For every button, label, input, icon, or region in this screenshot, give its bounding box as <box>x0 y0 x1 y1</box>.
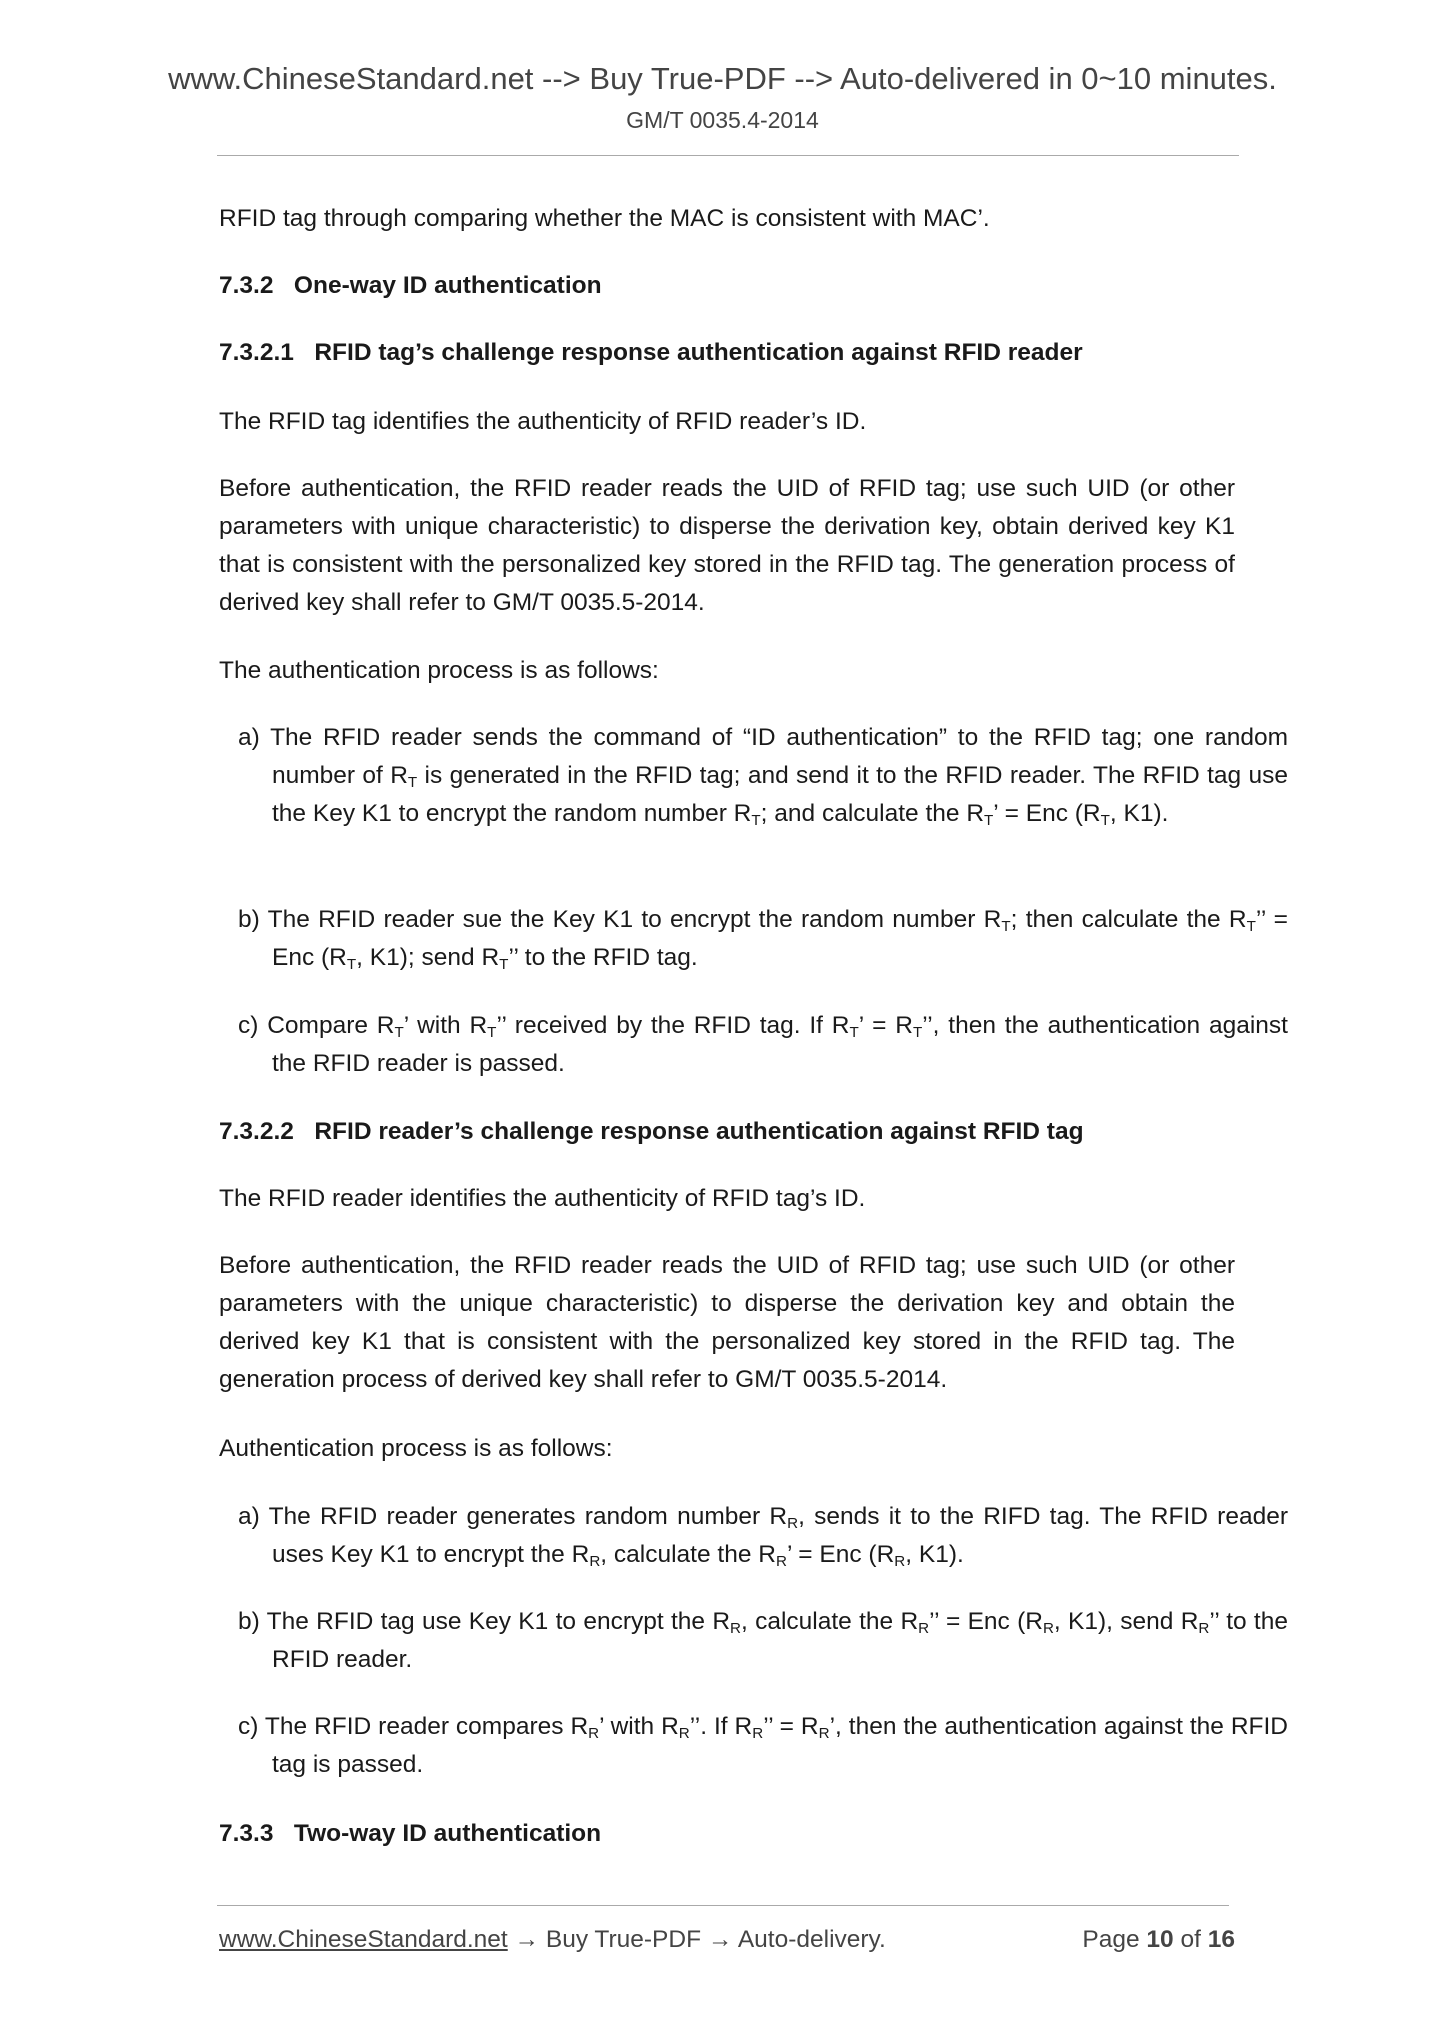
subscript: R <box>1042 1619 1054 1637</box>
text-run: ’ with R <box>403 1012 488 1039</box>
text-run: ; and calculate the R <box>760 800 985 827</box>
text-run: b) The RFID tag use Key K1 to encrypt the R <box>238 1608 731 1635</box>
text-run: The RFID reader identifies the authenticity of RFID tag’s ID. <box>219 1185 866 1212</box>
list-item <box>219 1603 1288 1679</box>
text-run: The authentication process is as follows: <box>219 657 659 684</box>
text-run: Authentication process is as follows: <box>219 1435 613 1462</box>
text-run: ’’ to the RFID tag. <box>508 944 698 971</box>
paragraph <box>219 200 1235 238</box>
subscript: T <box>984 811 994 829</box>
section-heading <box>219 334 1235 372</box>
paragraph <box>219 1430 1235 1468</box>
subscript: R <box>894 1552 906 1570</box>
subscript: R <box>730 1619 741 1637</box>
list-item <box>219 1708 1288 1784</box>
header-divider <box>217 155 1239 156</box>
text-run: RFID tag through comparing whether the MAC is consistent with MAC’. <box>219 205 990 232</box>
text-run: ’’ = Enc (R <box>929 1608 1043 1635</box>
text-run: , calculate the R <box>740 1608 919 1635</box>
section-number: 7.3.3 <box>219 1820 274 1847</box>
header-banner: www.ChineseStandard.net --> Buy True-PDF --> Auto-delivered in 0~10 minutes. <box>168 61 1277 96</box>
subscript: T <box>751 811 761 829</box>
section-number: 7.3.2.1 <box>219 339 294 366</box>
text-run: ’’. If R <box>689 1713 753 1740</box>
text-run: , K1). <box>1109 800 1169 827</box>
list-item <box>219 719 1288 833</box>
subscript: R <box>818 1724 830 1742</box>
text-run: c) The RFID reader compares R <box>238 1713 589 1740</box>
text-run: The RFID tag identifies the authenticity of RFID reader’s ID. <box>219 408 867 435</box>
subscript: R <box>589 1552 601 1570</box>
text-run: b) The RFID reader sue the Key K1 to encrypt the random number R <box>238 906 1002 933</box>
section-heading <box>219 1113 1235 1151</box>
subscript: R <box>752 1724 764 1742</box>
page-total: 16 <box>1207 1926 1235 1953</box>
text-run: a) The RFID reader sends the command of “ID authentication” to the RFID tag; one random number of R <box>238 724 1288 789</box>
paragraph <box>219 1247 1235 1399</box>
subscript: T <box>849 1023 859 1041</box>
footer <box>219 1921 1235 1959</box>
subscript: R <box>775 1552 787 1570</box>
text-run: ; then calculate the R <box>1010 906 1247 933</box>
subscript: R <box>588 1724 600 1742</box>
list-item <box>219 901 1288 977</box>
subscript: T <box>1246 917 1256 935</box>
section-title: RFID tag’s challenge response authentication against RFID reader <box>314 339 1083 366</box>
section-title: Two-way ID authentication <box>293 1820 602 1847</box>
subscript: R <box>1198 1619 1210 1637</box>
text-run: , sends it to the RIFD tag. The RFID reader uses Key K1 to encrypt the R <box>272 1503 1288 1568</box>
text-run: ’, then the authentication against the RFID tag is passed. <box>272 1713 1288 1778</box>
text-run: c) Compare R <box>238 1012 395 1039</box>
document-id: GM/T 0035.4-2014 <box>626 107 819 133</box>
text-run: ’ with R <box>599 1713 679 1740</box>
subscript: R <box>787 1514 799 1532</box>
section-heading <box>219 267 1235 305</box>
subscript: R <box>678 1724 690 1742</box>
subscript: T <box>912 1023 923 1041</box>
text-run: ’’ = R <box>763 1713 819 1740</box>
list-item <box>219 1007 1288 1083</box>
of-label: of <box>1180 1926 1201 1953</box>
subscript: T <box>499 955 509 973</box>
subscript: T <box>487 1023 497 1041</box>
text-run: , K1), send R <box>1053 1608 1199 1635</box>
text-run: Before authentication, the RFID reader reads the UID of RFID tag; use such UID (or other parameters with the unique characteristic) to disperse the derivation key and obtain the derived key K1 that is consistent with the personalized key stored in the RFID tag. The generation process of derived key shall refer to GM/T 0035.5-2014. <box>219 1252 1235 1393</box>
section-title: RFID reader’s challenge response authentication against RFID tag <box>314 1118 1084 1145</box>
text-run: , calculate the R <box>600 1541 776 1568</box>
footer-tagline: → Buy True-PDF → Auto-delivery. <box>507 1926 886 1953</box>
section-heading <box>219 1815 1235 1853</box>
page-indicator <box>1082 1921 1235 1959</box>
text-run: ’ = Enc (R <box>993 800 1101 827</box>
subscript: T <box>407 773 418 791</box>
list-item <box>219 1498 1288 1574</box>
footer-divider <box>217 1905 1229 1906</box>
text-run: , K1). <box>905 1541 964 1568</box>
text-run: ’’, then the authentication against the RFID reader is passed. <box>272 1012 1288 1077</box>
text-run: a) The RFID reader generates random number R <box>238 1503 788 1530</box>
text-run: Before authentication, the RFID reader reads the UID of RFID tag; use such UID (or other parameters with unique characteristic) to disperse the derivation key, obtain derived key K1 that is consistent with the personalized key stored in the RFID tag. The generation process of derived key shall refer to GM/T 0035.5-2014. <box>219 475 1235 616</box>
paragraph <box>219 652 1235 690</box>
subscript: T <box>1001 917 1011 935</box>
text-run: ’’ to the RFID reader. <box>272 1608 1288 1673</box>
text-run: , K1); send R <box>356 944 500 971</box>
subscript: T <box>346 955 357 973</box>
section-number: 7.3.2.2 <box>219 1118 294 1145</box>
text-run: is generated in the RFID tag; and send it to the RFID reader. The RFID tag use the Key K1 to encrypt the random number R <box>272 762 1288 827</box>
page-number: 10 <box>1146 1926 1174 1953</box>
section-number: 7.3.2 <box>219 272 274 299</box>
text-run: ’ = Enc (R <box>786 1541 895 1568</box>
subscript: T <box>394 1023 404 1041</box>
text-run: ’’ = Enc (R <box>272 906 1288 971</box>
paragraph <box>219 403 1235 441</box>
text-run: ’’ received by the RFID tag. If R <box>496 1012 850 1039</box>
section-title: One-way ID authentication <box>293 272 602 299</box>
paragraph <box>219 470 1235 622</box>
text-run: ’ = R <box>858 1012 913 1039</box>
paragraph <box>219 1180 1235 1218</box>
footer-site-link[interactable]: www.ChineseStandard.net <box>219 1926 508 1953</box>
page-label: Page <box>1082 1926 1140 1953</box>
subscript: T <box>1100 811 1110 829</box>
subscript: R <box>918 1619 930 1637</box>
